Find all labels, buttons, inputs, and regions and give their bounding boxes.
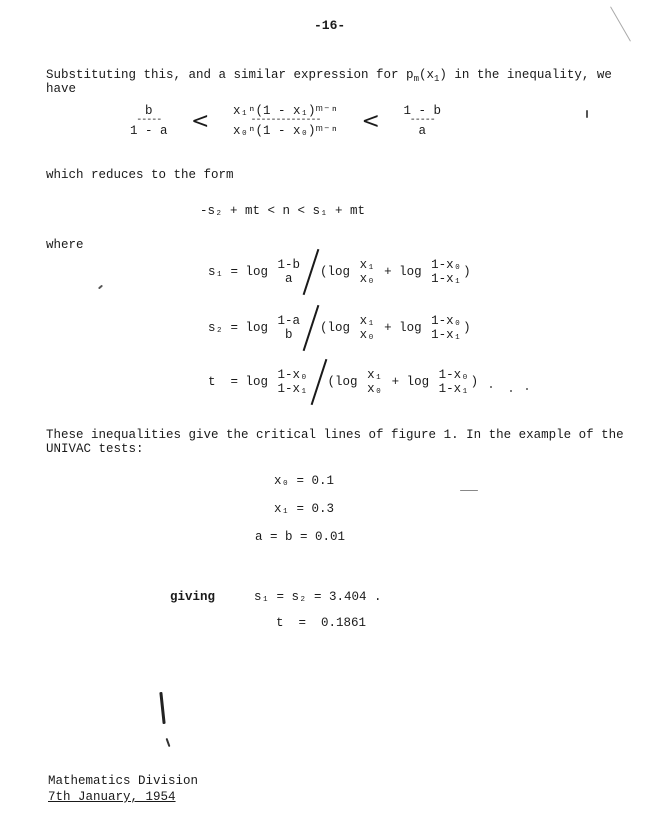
denominator: x₀ <box>359 272 375 286</box>
numerator: x₁ <box>359 258 375 272</box>
close-paren: ) <box>463 265 471 279</box>
fraction-middle <box>233 104 338 138</box>
log-open: (log <box>320 265 351 279</box>
numerator: x₁ⁿ(1 - x₁)ᵐ⁻ⁿ <box>232 104 339 118</box>
scan-mark <box>610 6 631 41</box>
denominator: a <box>285 272 293 286</box>
numerator: x₁ <box>367 368 383 382</box>
fraction-bar: ----- <box>136 115 162 126</box>
denominator: x₀ⁿ(1 - x₀)ᵐ⁻ⁿ <box>232 124 339 138</box>
denominator: 1-x₁ <box>431 272 462 286</box>
denominator: a <box>418 124 427 138</box>
numerator: 1-x₀ <box>277 368 308 382</box>
formula-lhs: s₂ = log <box>208 321 269 335</box>
numerator: 1-a <box>277 314 301 328</box>
formula-lhs: s₁ = log <box>208 265 269 279</box>
denominator: 1-x₁ <box>277 382 308 396</box>
less-than: < <box>361 108 380 134</box>
plus-log: + log <box>391 375 430 389</box>
formula-t <box>208 360 478 404</box>
denominator: 1-x₁ <box>438 382 469 396</box>
denominator: b <box>285 328 293 342</box>
formula-lhs: t = log <box>208 375 269 389</box>
inequality-fraction-form <box>128 104 443 138</box>
result-s: s₁ = s₂ = 3.404 . <box>254 590 382 604</box>
scan-mark <box>490 386 492 388</box>
log-open: (log <box>327 375 358 389</box>
intro-line-2: have <box>46 82 77 96</box>
intro-text: ) in the inequality, we <box>439 68 612 82</box>
where-text: where <box>46 238 84 252</box>
giving-label: giving <box>170 590 216 604</box>
close-paren: ) <box>470 375 479 389</box>
fraction-right <box>404 104 442 138</box>
reduces-text: which reduces to the form <box>46 168 234 182</box>
value-x1: x₁ = 0.3 <box>274 502 335 516</box>
scan-mark <box>159 692 165 724</box>
subscript: 1 <box>433 74 440 84</box>
log-open: (log <box>320 321 351 335</box>
formula-s1 <box>208 250 471 294</box>
numerator: b <box>145 104 153 118</box>
para2-line-2: UNIVAC tests: <box>46 442 144 456</box>
denominator: x₀ <box>359 328 375 342</box>
close-paren: ) <box>463 321 471 335</box>
denominator: x₀ <box>367 382 383 396</box>
less-than: < <box>191 108 210 134</box>
intro-text: Substituting this, and a similar expression for p <box>46 68 414 82</box>
subscript: m <box>413 74 419 84</box>
para2-line-1: These inequalities give the critical lines of figure 1. In the example of the <box>46 428 624 442</box>
intro-text: (x <box>418 68 434 82</box>
numerator: 1-x₀ <box>431 258 462 272</box>
fraction-bar: -------------- <box>250 115 321 126</box>
denominator: 1-x₁ <box>431 328 462 342</box>
scan-mark <box>166 738 171 747</box>
inequality-linear: -s₂ + mt < n < s₁ + mt <box>200 204 366 218</box>
value-ab: a = b = 0.01 <box>255 530 346 544</box>
scan-mark <box>98 285 103 290</box>
page-number: -16- <box>314 18 346 33</box>
footer-date: 7th January, 1954 <box>48 790 176 804</box>
numerator: x₁ <box>359 314 375 328</box>
division-slash <box>302 306 320 350</box>
division-slash <box>302 250 320 294</box>
scan-mark <box>510 390 512 392</box>
result-t: t = 0.1861 <box>276 616 367 630</box>
numerator: 1-b <box>277 258 301 272</box>
scan-mark <box>460 490 478 491</box>
formula-s2 <box>208 306 471 350</box>
scan-mark <box>526 388 528 390</box>
denominator: 1 - a <box>130 124 168 138</box>
fraction-bar: ----- <box>409 115 435 126</box>
numerator: 1 - b <box>403 104 442 118</box>
plus-log: + log <box>384 321 422 335</box>
plus-log: + log <box>384 265 422 279</box>
intro-line-1 <box>46 68 612 84</box>
scan-mark <box>586 110 588 118</box>
division-slash <box>310 360 328 404</box>
numerator: 1-x₀ <box>438 368 469 382</box>
fraction-left <box>130 104 168 138</box>
footer-division: Mathematics Division <box>48 774 199 788</box>
value-x0: x₀ = 0.1 <box>274 474 335 488</box>
numerator: 1-x₀ <box>431 314 462 328</box>
